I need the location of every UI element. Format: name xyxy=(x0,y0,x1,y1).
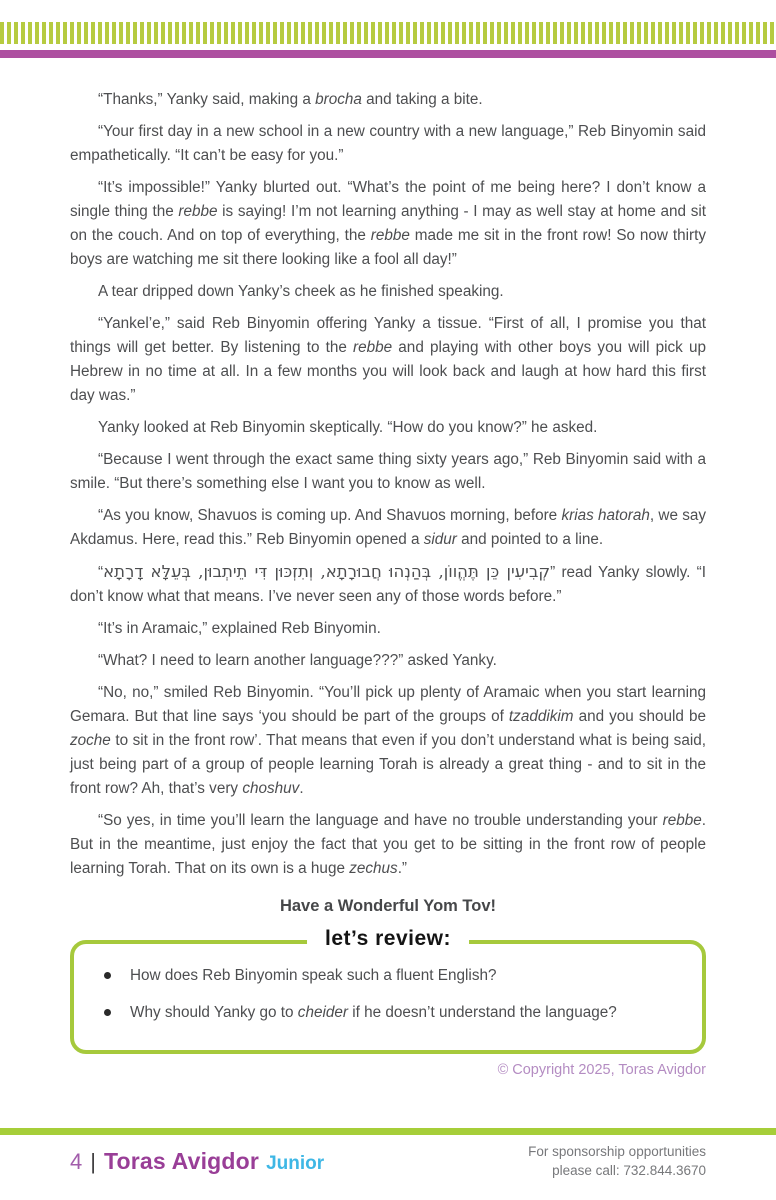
review-title: let’s review: xyxy=(307,927,469,951)
story-paragraph: “It’s in Aramaic,” explained Reb Binyomin. xyxy=(98,620,381,637)
story-paragraph: “Thanks,” Yanky said, making a brocha and taking a bite. xyxy=(98,91,483,108)
footer-brand xyxy=(70,1142,324,1175)
review-question-list xyxy=(98,964,684,1025)
story-paragraph: “No, no,” smiled Reb Binyomin. “You’ll pick up plenty of Aramaic when you start learning Gemara. But that line says ‘you should be part of the groups of tzaddikim and you should be zoche to sit in the front row’. That means that even if you don’t understand what is being said, just being part of a group of people learning Torah is already a great thing - and to sit in the front row? Ah, that’s very choshuv. xyxy=(70,684,706,797)
sponsorship-line2: please call: 732.844.3670 xyxy=(552,1163,706,1178)
story-paragraph: “Your first day in a new school in a new country with a new language,” Reb Binyomin said empathetically. “It can’t be easy for you.” xyxy=(70,123,706,164)
hebrew-quote: קְבִיעִין כֵּן תֶּהֱווֹן, בְּהַנְהוּ חֲבוּרָתָא, וְתִזְכּוּן דִּי תֵיתְבוּן, בְּעֵלָּא דָרָתָא xyxy=(103,562,551,581)
bullet-dot xyxy=(104,972,111,979)
review-box xyxy=(70,927,706,1054)
story-paragraph: “So yes, in time you’ll learn the language and have no trouble understanding your rebbe. But in the meantime, just enjoy the fact that you get to be sitting in the front row of people learning Torah. That on its own is a huge zechus.” xyxy=(70,812,706,877)
review-question: How does Reb Binyomin speak such a fluent English? xyxy=(98,964,684,988)
copyright-notice: © Copyright 2025, Toras Avigdor xyxy=(497,1062,706,1078)
page-number: 4 xyxy=(70,1149,83,1174)
review-question: Why should Yanky go to cheider if he doesn’t understand the language? xyxy=(98,1001,684,1025)
story-paragraph: “קְבִיעִין כֵּן תֶּהֱווֹן, בְּהַנְהוּ חֲבוּרָתָא, וְתִזְכּוּן דִּי תֵיתְבוּן, בְּעֵלָּא דָרָתָא” read Yanky slowly. “I don’t know what that means. I’ve never seen any of those words before.” xyxy=(70,562,707,605)
footer-green-rule xyxy=(0,1128,776,1135)
story-paragraph: “Because I went through the exact same thing sixty years ago,” Reb Binyomin said with a smile. “But there’s something else I want you to know as well. xyxy=(70,451,706,492)
brand-name: Toras Avigdor xyxy=(103,1148,260,1174)
brand-suffix: Junior xyxy=(266,1153,325,1174)
story-paragraph: “What? I need to learn another language???” asked Yanky. xyxy=(98,652,497,669)
story-paragraph: “As you know, Shavuos is coming up. And Shavuos morning, before krias hatorah, we say Akdamus. Here, read this.” Reb Binyomin opened a sidur and pointed to a line. xyxy=(70,507,707,548)
story-paragraph: Yanky looked at Reb Binyomin skeptically. “How do you know?” he asked. xyxy=(98,419,598,436)
story-paragraph: A tear dripped down Yanky’s cheek as he finished speaking. xyxy=(98,283,504,300)
top-purple-rule xyxy=(0,50,776,58)
footer-separator: | xyxy=(90,1149,96,1174)
top-stripe-border xyxy=(0,22,776,44)
page-content xyxy=(70,88,706,1078)
sponsorship-line1: For sponsorship opportunities xyxy=(528,1144,706,1159)
story-paragraph: “It’s impossible!” Yanky blurted out. “What’s the point of me being here? I don’t know a single thing the rebbe is saying! I’m not learning anything - I may as well stay at home and sit on the couch. And on top of everything, the rebbe made me sit in the front row! So now thirty boys are watching me sit there looking like a fool all day!” xyxy=(70,179,706,268)
page-footer xyxy=(70,1142,706,1180)
closing-line: Have a Wonderful Yom Tov! xyxy=(279,897,497,915)
sponsorship-info xyxy=(528,1142,706,1180)
bullet-dot xyxy=(104,1009,111,1016)
story-paragraph: “Yankel’e,” said Reb Binyomin offering Yanky a tissue. “First of all, I promise you that things will get better. By listening to the rebbe and playing with other boys you will pick up Hebrew in no time at all. In a few months you will look back and laugh at how hard this first day was.” xyxy=(70,315,706,404)
story-text xyxy=(70,88,706,881)
